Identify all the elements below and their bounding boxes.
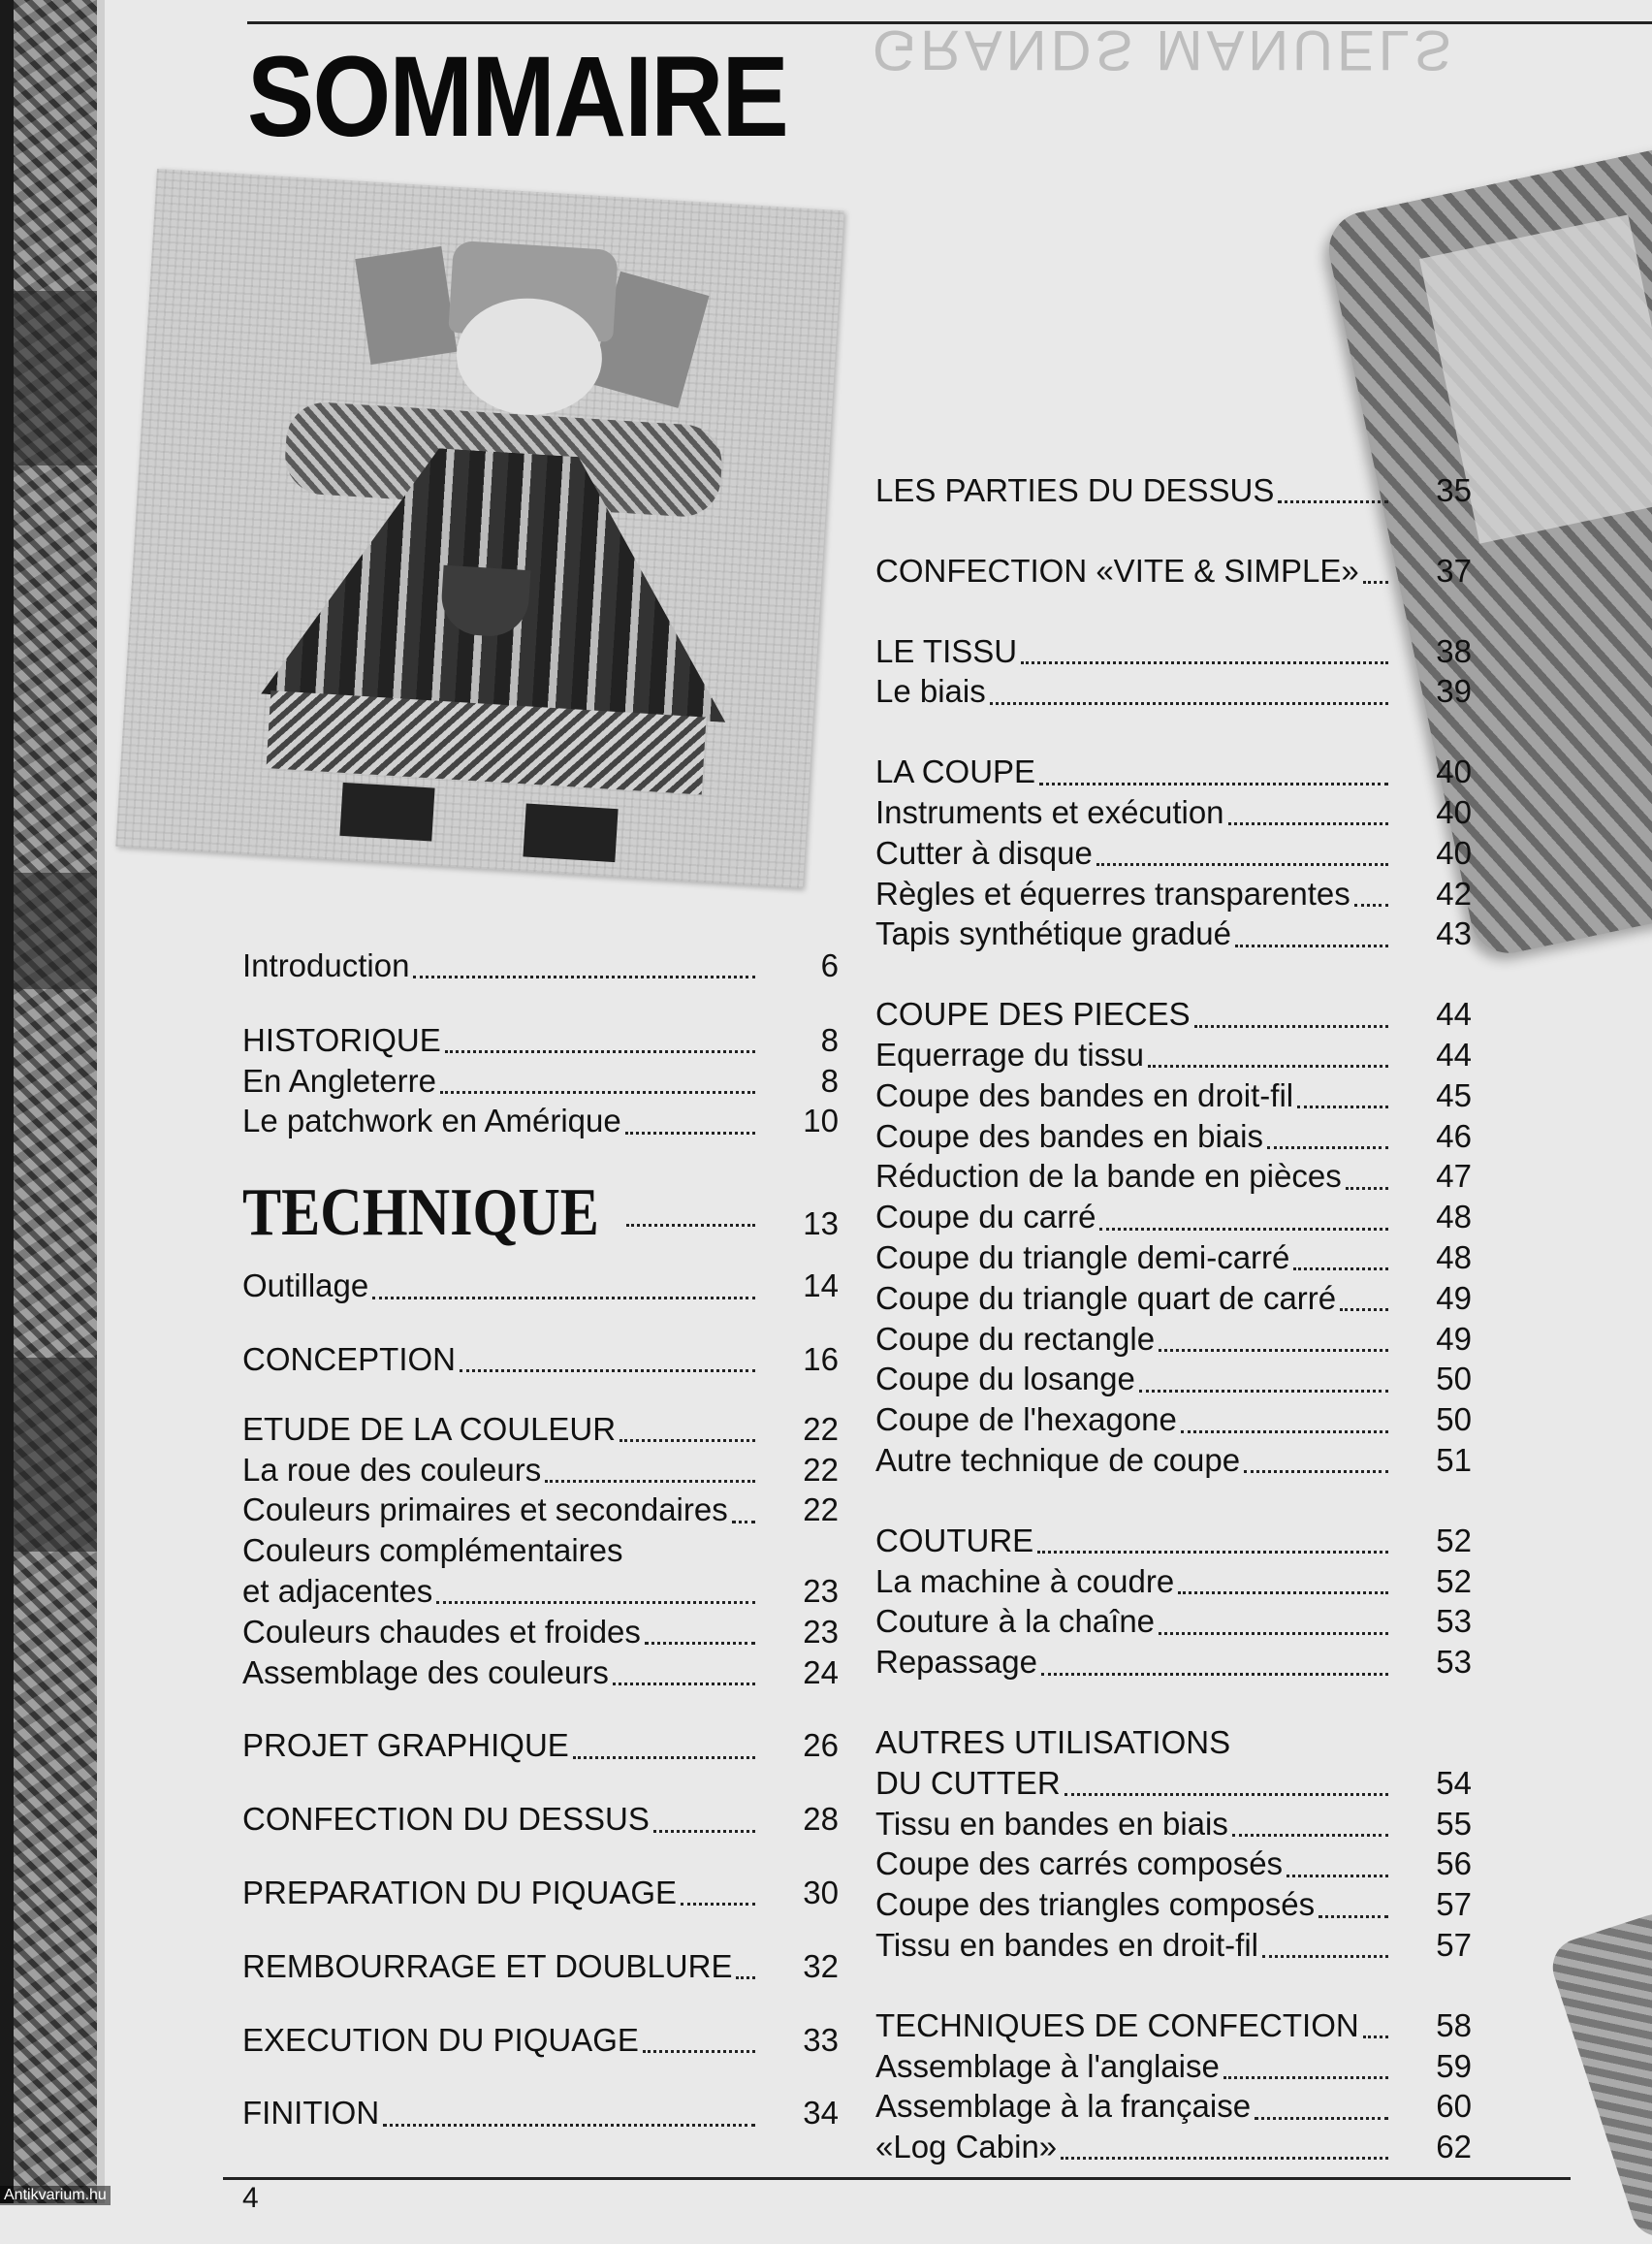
toc-entry <box>875 1156 1472 1197</box>
toc-leader-dots <box>1228 822 1388 825</box>
toc-entry-label: Instruments et exécution <box>875 793 1224 830</box>
toc-entry-label: Coupe de l'hexagone <box>875 1401 1177 1438</box>
toc-entry <box>875 1237 1472 1278</box>
toc-entry-label: Repassage <box>875 1644 1037 1681</box>
toc-leader-dots <box>653 1830 755 1833</box>
toc-entry <box>875 1035 1472 1075</box>
toc-entry <box>242 1101 839 1141</box>
toc-entry-label: Coupe du triangle quart de carré <box>875 1279 1337 1316</box>
toc-entry-page: 48 <box>1436 1199 1472 1235</box>
toc-entry <box>242 1946 839 1987</box>
toc-entry-label: Réduction de la bande en pièces <box>875 1158 1342 1195</box>
toc-leader-dots <box>1340 1308 1388 1311</box>
toc-leader-dots <box>1235 945 1388 947</box>
toc-entry <box>875 994 1472 1035</box>
toc-entry-page: 40 <box>1436 753 1472 790</box>
toc-left-column <box>242 946 839 2133</box>
toc-entry-page: 34 <box>803 2095 839 2132</box>
page-title: SOMMAIRE <box>247 33 788 161</box>
toc-leader-dots <box>1064 1793 1388 1796</box>
toc-entry-page: 28 <box>803 1801 839 1838</box>
quilt-block <box>14 291 97 465</box>
toc-leader-dots <box>625 1132 755 1135</box>
toc-entry-label: PROJET GRAPHIQUE <box>242 1727 569 1764</box>
toc-leader-dots <box>1159 1349 1388 1352</box>
toc-entry-page: 62 <box>1436 2129 1472 2165</box>
toc-entry <box>242 1490 839 1530</box>
toc-leader-dots <box>1181 1430 1388 1433</box>
toc-entry-label: Règles et équerres transparentes <box>875 875 1350 912</box>
toc-entry-page: 57 <box>1436 1886 1472 1923</box>
toc-entry <box>242 1178 839 1248</box>
toc-entry <box>875 1642 1472 1683</box>
toc-entry <box>242 1450 839 1491</box>
toc-entry-page: 42 <box>1436 875 1472 912</box>
toc-entry-label: Coupe des carrés composés <box>875 1845 1284 1882</box>
toc-entry-label: La roue des couleurs <box>242 1451 542 1488</box>
toc-entry-label: En Angleterre <box>242 1062 436 1099</box>
toc-entry <box>875 1601 1472 1642</box>
toc-entry-label: CONCEPTION <box>242 1340 457 1377</box>
toc-entry-page: 38 <box>1436 632 1472 669</box>
toc-entry-page: 35 <box>1436 472 1472 508</box>
toc-leader-dots <box>1148 1065 1388 1068</box>
toc-entry-page: 48 <box>1436 1238 1472 1275</box>
toc-leader-dots <box>1037 1551 1388 1554</box>
quilt-shoe-left <box>339 783 434 842</box>
toc-entry-label: Coupe du losange <box>875 1361 1135 1397</box>
toc-leader-dots <box>1178 1591 1388 1594</box>
toc-entry-label: TECHNIQUE <box>242 1178 599 1249</box>
toc-entry-label: LES PARTIES DU DESSUS <box>875 472 1275 508</box>
toc-leader-dots <box>736 1976 755 1979</box>
toc-entry-label: Tissu en bandes en droit-fil <box>875 1926 1258 1963</box>
toc-entry <box>242 1061 839 1102</box>
toc-entry-label: La machine à coudre <box>875 1562 1175 1599</box>
bottom-rule <box>223 2177 1571 2180</box>
toc-entry <box>875 1359 1472 1399</box>
toc-entry <box>875 1843 1472 1884</box>
toc-entry <box>875 1561 1472 1602</box>
toc-entry <box>242 1266 839 1306</box>
toc-leader-dots <box>1262 1955 1388 1958</box>
toc-entry-page: 40 <box>1436 793 1472 830</box>
toc-leader-dots <box>1041 1673 1388 1676</box>
doll-quilt-photo <box>115 169 843 888</box>
toc-entry-page: 49 <box>1436 1320 1472 1357</box>
toc-entry-label: Equerrage du tissu <box>875 1036 1145 1073</box>
toc-leader-dots <box>460 1369 755 1372</box>
toc-entry <box>242 1020 839 1061</box>
toc-entry-label: Le patchwork en Amérique <box>242 1103 621 1139</box>
toc-entry-page: 47 <box>1436 1158 1472 1195</box>
toc-entry-page: 53 <box>1436 1603 1472 1640</box>
toc-entry-page: 30 <box>803 1874 839 1910</box>
toc-entry-label: Introduction <box>242 947 410 983</box>
toc-entry-page: 52 <box>1436 1522 1472 1558</box>
toc-leader-dots <box>1223 2076 1388 2079</box>
toc-entry-label: Couleurs primaires et secondaires <box>242 1491 728 1528</box>
toc-leader-dots <box>383 2124 755 2127</box>
toc-entry <box>875 631 1472 672</box>
toc-entry <box>875 551 1472 592</box>
toc-entry <box>875 1925 1472 1966</box>
toc-entry-label: Outillage <box>242 1267 369 1304</box>
toc-entry-page: 44 <box>1436 996 1472 1033</box>
toc-entry <box>875 1884 1472 1925</box>
show-through-watermark: GRANDS MANUELS <box>873 18 1455 81</box>
toc-entry <box>875 1197 1472 1237</box>
toc-entry-label: et adjacentes <box>242 1572 433 1609</box>
toc-entry-label: Coupe des bandes en biais <box>875 1117 1263 1154</box>
toc-leader-dots <box>645 1642 755 1645</box>
toc-entry-label: EXECUTION DU PIQUAGE <box>242 2021 639 2058</box>
toc-entry <box>875 1319 1472 1360</box>
toc-leader-dots <box>1287 1875 1388 1877</box>
toc-entry <box>875 792 1472 833</box>
toc-entry-label: Coupe des triangles composés <box>875 1886 1316 1923</box>
toc-entry-page: 60 <box>1436 2088 1472 2125</box>
toc-leader-dots <box>1021 661 1388 664</box>
toc-entry-label: Assemblage à la française <box>875 2088 1252 2125</box>
toc-entry-label: PREPARATION DU PIQUAGE <box>242 1874 678 1910</box>
quilt-shoe-right <box>523 803 618 862</box>
toc-leader-dots <box>613 1683 755 1685</box>
toc-entry-label: Tapis synthétique gradué <box>875 915 1231 952</box>
toc-leader-dots <box>990 702 1388 705</box>
toc-entry <box>242 1725 839 1766</box>
toc-leader-dots <box>1293 1267 1388 1270</box>
toc-entry-label: COUPE DES PIECES <box>875 996 1191 1033</box>
toc-entry-label: Couture à la chaîne <box>875 1603 1156 1640</box>
toc-entry-page: 13 <box>803 1205 839 1242</box>
toc-leader-dots <box>445 1050 755 1053</box>
toc-entry-page: 8 <box>820 1021 839 1058</box>
toc-entry <box>875 470 1472 511</box>
toc-entry <box>875 2046 1472 2087</box>
toc-leader-dots <box>1099 1228 1388 1231</box>
toc-entry <box>875 1521 1472 1561</box>
toc-entry-page: 22 <box>803 1491 839 1528</box>
toc-entry-label: LA COUPE <box>875 753 1036 790</box>
toc-entry-page: 53 <box>1436 1644 1472 1681</box>
toc-entry-page: 45 <box>1436 1076 1472 1113</box>
toc-entry-label: Autre technique de coupe <box>875 1441 1241 1478</box>
toc-entry-label: CONFECTION «VITE & SIMPLE» <box>875 552 1359 589</box>
toc-entry-label: Couleurs chaudes et froides <box>242 1613 641 1650</box>
toc-entry-page: 22 <box>803 1410 839 1447</box>
toc-leader-dots <box>626 1224 755 1227</box>
quilt-photo-left-strip <box>0 0 97 2203</box>
toc-entry <box>875 1722 1472 1763</box>
toc-entry-page: 59 <box>1436 2047 1472 2084</box>
patchwork-pillow-corner <box>1545 1907 1652 2244</box>
toc-entry <box>242 1339 839 1380</box>
toc-entry <box>242 1873 839 1913</box>
toc-entry-page: 22 <box>803 1451 839 1488</box>
quilt-block <box>14 873 97 989</box>
toc-entry-label: REMBOURRAGE ET DOUBLURE <box>242 1947 733 1984</box>
toc-leader-dots <box>1139 1390 1388 1393</box>
toc-entry-label: Couleurs complémentaires <box>242 1532 623 1569</box>
toc-entry <box>875 914 1472 954</box>
toc-leader-dots <box>1363 2036 1388 2038</box>
toc-leader-dots <box>1096 863 1388 866</box>
toc-entry-label: Coupe du rectangle <box>875 1320 1156 1357</box>
toc-entry <box>875 2086 1472 2127</box>
toc-entry-label: AUTRES UTILISATIONS <box>875 1723 1231 1760</box>
toc-entry-label: TECHNIQUES DE CONFECTION <box>875 2006 1359 2043</box>
toc-entry <box>875 833 1472 874</box>
toc-entry-label: Coupe des bandes en droit-fil <box>875 1076 1294 1113</box>
toc-entry-label: Cutter à disque <box>875 834 1093 871</box>
toc-leader-dots <box>620 1439 755 1442</box>
toc-entry-page: 56 <box>1436 1845 1472 1882</box>
toc-entry <box>242 1799 839 1840</box>
toc-leader-dots <box>1278 500 1388 503</box>
toc-entry-page: 10 <box>803 1103 839 1139</box>
toc-leader-dots <box>1039 783 1388 785</box>
toc-entry-page: 23 <box>803 1572 839 1609</box>
toc-leader-dots <box>1297 1106 1388 1108</box>
toc-entry <box>875 671 1472 712</box>
toc-entry <box>875 1763 1472 1804</box>
toc-entry <box>242 946 839 986</box>
toc-leader-dots <box>681 1903 755 1906</box>
toc-entry-page: 6 <box>820 947 839 983</box>
toc-leader-dots <box>1267 1146 1388 1149</box>
toc-leader-dots <box>1346 1187 1388 1190</box>
toc-leader-dots <box>1061 2157 1388 2160</box>
toc-leader-dots <box>1244 1470 1388 1473</box>
toc-entry <box>875 1440 1472 1481</box>
toc-leader-dots <box>436 1601 755 1604</box>
toc-entry-label: «Log Cabin» <box>875 2129 1058 2165</box>
toc-leader-dots <box>1194 1025 1388 1028</box>
scan-credit: Antikvarium.hu <box>0 2186 111 2205</box>
toc-entry-label: Coupe du carré <box>875 1199 1096 1235</box>
toc-entry-page: 32 <box>803 1947 839 1984</box>
toc-entry <box>875 1278 1472 1319</box>
toc-entry-page: 16 <box>803 1340 839 1377</box>
toc-entry <box>242 1530 839 1571</box>
toc-entry-label: CONFECTION DU DESSUS <box>242 1801 650 1838</box>
toc-entry-label: LE TISSU <box>875 632 1018 669</box>
toc-entry-label: Coupe du triangle demi-carré <box>875 1238 1290 1275</box>
toc-entry-label: Assemblage des couleurs <box>242 1653 609 1690</box>
toc-entry-page: 54 <box>1436 1764 1472 1801</box>
toc-leader-dots <box>545 1480 755 1483</box>
toc-entry-page: 14 <box>803 1267 839 1304</box>
toc-entry-page: 23 <box>803 1613 839 1650</box>
quilt-block <box>14 1358 97 1552</box>
toc-leader-dots <box>732 1521 755 1523</box>
toc-leader-dots <box>1159 1632 1388 1635</box>
toc-leader-dots <box>1232 1834 1388 1837</box>
toc-entry-page: 46 <box>1436 1117 1472 1154</box>
toc-leader-dots <box>413 976 755 978</box>
toc-entry-page: 55 <box>1436 1805 1472 1842</box>
toc-entry-label: Assemblage à l'anglaise <box>875 2047 1220 2084</box>
toc-entry-label: HISTORIQUE <box>242 1021 441 1058</box>
toc-entry <box>242 1652 839 1693</box>
toc-entry-label: COUTURE <box>875 1522 1034 1558</box>
toc-leader-dots <box>1354 904 1388 907</box>
toc-entry <box>242 2093 839 2133</box>
toc-leader-dots <box>573 1756 755 1759</box>
toc-entry <box>875 1116 1472 1157</box>
toc-entry-page: 37 <box>1436 552 1472 589</box>
page-edge <box>97 0 105 2203</box>
toc-entry-page: 58 <box>1436 2006 1472 2043</box>
toc-entry <box>242 1571 839 1612</box>
toc-entry-page: 26 <box>803 1727 839 1764</box>
toc-entry-page: 51 <box>1436 1441 1472 1478</box>
toc-leader-dots <box>372 1297 755 1299</box>
toc-entry-page: 49 <box>1436 1279 1472 1316</box>
toc-entry-label: Tissu en bandes en biais <box>875 1805 1228 1842</box>
toc-entry-page: 50 <box>1436 1401 1472 1438</box>
page-number: 4 <box>242 2182 259 2214</box>
toc-entry-page: 44 <box>1436 1036 1472 1073</box>
toc-entry-page: 24 <box>803 1653 839 1690</box>
toc-entry-page: 39 <box>1436 673 1472 710</box>
toc-entry <box>875 2005 1472 2046</box>
toc-entry <box>875 1804 1472 1844</box>
toc-entry-label: FINITION <box>242 2095 380 2132</box>
toc-leader-dots <box>1318 1915 1388 1918</box>
toc-entry-page: 40 <box>1436 834 1472 871</box>
toc-right-column <box>875 470 1472 2167</box>
toc-entry <box>242 1612 839 1652</box>
toc-entry-page: 50 <box>1436 1361 1472 1397</box>
toc-entry-label: DU CUTTER <box>875 1764 1061 1801</box>
toc-leader-dots <box>440 1091 755 1094</box>
toc-entry <box>875 752 1472 792</box>
toc-entry-page: 33 <box>803 2021 839 2058</box>
toc-entry-page: 57 <box>1436 1926 1472 1963</box>
quilt-hair-left <box>355 246 457 365</box>
toc-entry <box>242 2020 839 2061</box>
toc-entry-page: 8 <box>820 1062 839 1099</box>
toc-entry <box>242 1409 839 1450</box>
toc-entry <box>875 874 1472 914</box>
toc-entry-page: 43 <box>1436 915 1472 952</box>
toc-entry <box>875 1075 1472 1116</box>
toc-entry <box>875 2127 1472 2167</box>
toc-entry-label: Le biais <box>875 673 986 710</box>
toc-leader-dots <box>1363 581 1388 584</box>
toc-entry-label: ETUDE DE LA COULEUR <box>242 1410 617 1447</box>
book-spine <box>0 0 14 2203</box>
toc-entry <box>875 1399 1472 1440</box>
toc-leader-dots <box>1255 2117 1388 2120</box>
toc-entry-page: 52 <box>1436 1562 1472 1599</box>
toc-leader-dots <box>643 2050 755 2053</box>
